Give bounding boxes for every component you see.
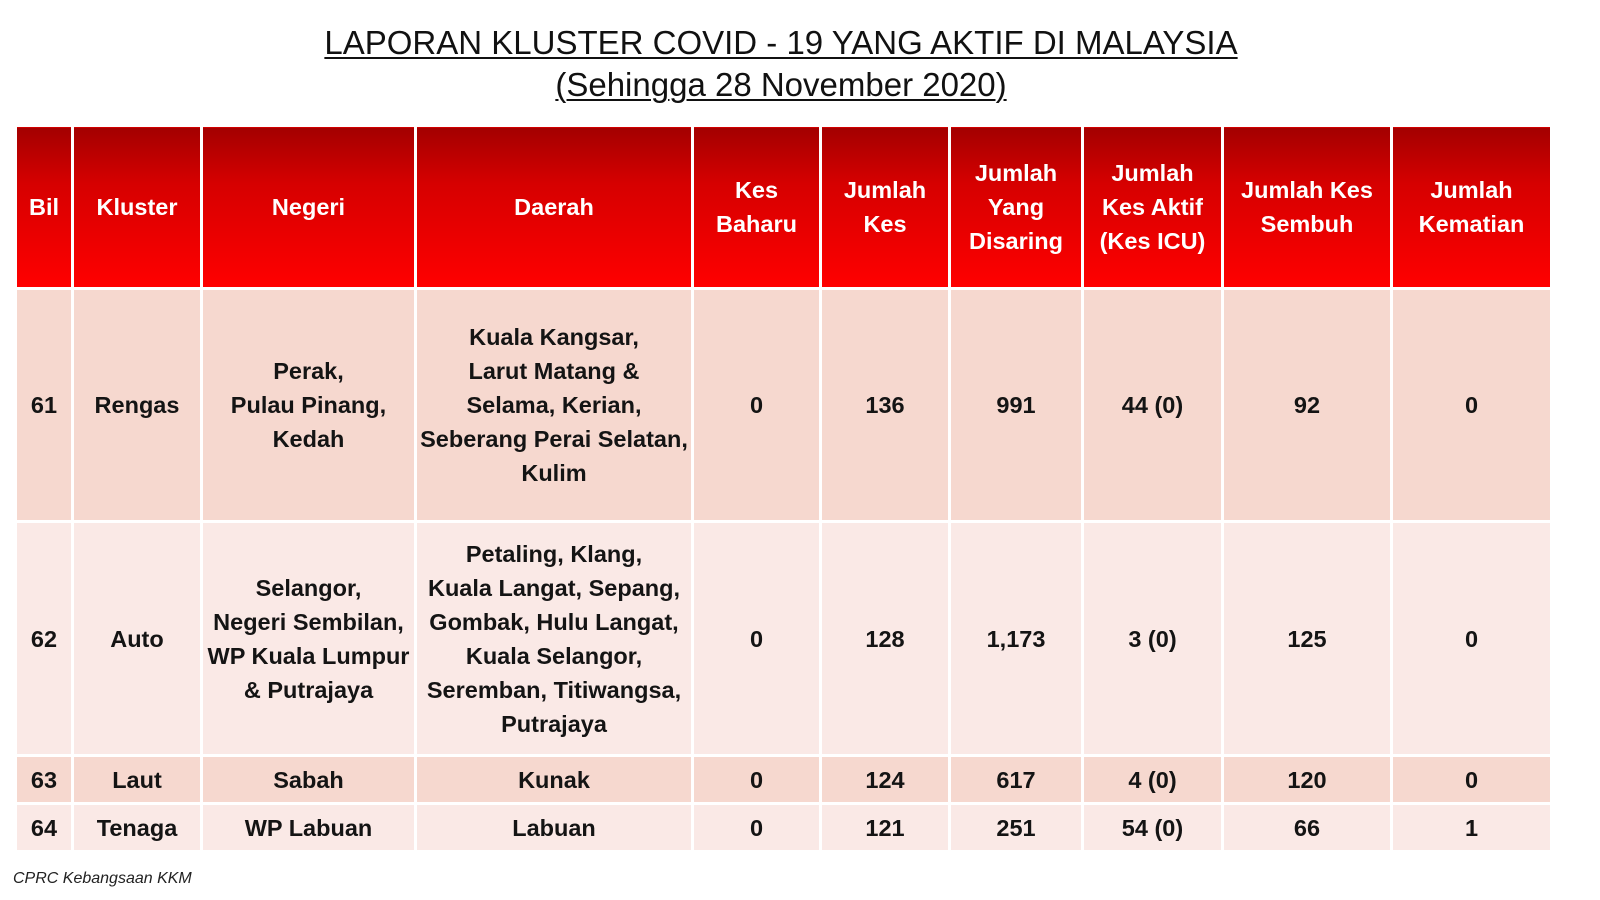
cell-kematian: 1: [1392, 804, 1552, 852]
table-row: [16, 289, 1552, 522]
cell-negeri: Perak, Pulau Pinang, Kedah: [202, 289, 416, 522]
cell-jumlah-disaring: 617: [950, 756, 1083, 804]
cell-kes-aktif: 54 (0): [1083, 804, 1223, 852]
header-kematian: Jumlah Kematian: [1392, 126, 1552, 289]
source-credit: CPRC Kebangsaan KKM: [13, 870, 192, 887]
cell-kes-sembuh: 92: [1223, 289, 1392, 522]
header-negeri: Negeri: [202, 126, 416, 289]
header-bil: Bil: [16, 126, 73, 289]
header-kes-baharu: Kes Baharu: [693, 126, 821, 289]
cell-kluster: Laut: [73, 756, 202, 804]
cell-kematian: 0: [1392, 756, 1552, 804]
cell-kes-sembuh: 66: [1223, 804, 1392, 852]
cell-kematian: 0: [1392, 522, 1552, 756]
table-row: [16, 756, 1552, 804]
cell-jumlah-kes: 124: [821, 756, 950, 804]
header-kluster: Kluster: [73, 126, 202, 289]
header-kes-aktif: Jumlah Kes Aktif (Kes ICU): [1083, 126, 1223, 289]
cell-jumlah-disaring: 991: [950, 289, 1083, 522]
cell-kes-aktif: 44 (0): [1083, 289, 1223, 522]
cell-kluster: Rengas: [73, 289, 202, 522]
cell-kes-aktif: 4 (0): [1083, 756, 1223, 804]
table-row: [16, 522, 1552, 756]
cell-kes-aktif: 3 (0): [1083, 522, 1223, 756]
cell-kluster: Tenaga: [73, 804, 202, 852]
report-title: LAPORAN KLUSTER COVID - 19 YANG AKTIF DI MALAYSIA: [324, 24, 1238, 61]
header-kes-sembuh: Jumlah Kes Sembuh: [1223, 126, 1392, 289]
cell-daerah: Petaling, Klang, Kuala Langat, Sepang, Gombak, Hulu Langat, Kuala Selangor, Seremban, Titiwangsa, Putrajaya: [416, 522, 693, 756]
cell-jumlah-kes: 136: [821, 289, 950, 522]
cell-daerah: Labuan: [416, 804, 693, 852]
header-jumlah-kes: Jumlah Kes: [821, 126, 950, 289]
cell-jumlah-kes: 128: [821, 522, 950, 756]
cell-daerah: Kunak: [416, 756, 693, 804]
cell-kes-baharu: 0: [693, 804, 821, 852]
cell-kes-baharu: 0: [693, 756, 821, 804]
cell-jumlah-kes: 121: [821, 804, 950, 852]
cell-kes-baharu: 0: [693, 522, 821, 756]
cell-negeri: Sabah: [202, 756, 416, 804]
cell-kes-baharu: 0: [693, 289, 821, 522]
cell-jumlah-disaring: 1,173: [950, 522, 1083, 756]
report-date: (Sehingga 28 November 2020): [555, 66, 1007, 103]
cell-kluster: Auto: [73, 522, 202, 756]
table-header-row: [16, 126, 1552, 289]
cell-kes-sembuh: 125: [1223, 522, 1392, 756]
cell-bil: 62: [16, 522, 73, 756]
cell-kematian: 0: [1392, 289, 1552, 522]
cell-bil: 64: [16, 804, 73, 852]
table-row: [16, 804, 1552, 852]
cluster-table: [14, 124, 1553, 853]
cell-bil: 63: [16, 756, 73, 804]
cell-jumlah-disaring: 251: [950, 804, 1083, 852]
cell-daerah: Kuala Kangsar, Larut Matang & Selama, Kerian, Seberang Perai Selatan, Kulim: [416, 289, 693, 522]
cell-kes-sembuh: 120: [1223, 756, 1392, 804]
cell-bil: 61: [16, 289, 73, 522]
cell-negeri: Selangor, Negeri Sembilan, WP Kuala Lumpur & Putrajaya: [202, 522, 416, 756]
header-jumlah-disaring: Jumlah Yang Disaring: [950, 126, 1083, 289]
cell-negeri: WP Labuan: [202, 804, 416, 852]
report-title-block: [0, 22, 1562, 106]
header-daerah: Daerah: [416, 126, 693, 289]
